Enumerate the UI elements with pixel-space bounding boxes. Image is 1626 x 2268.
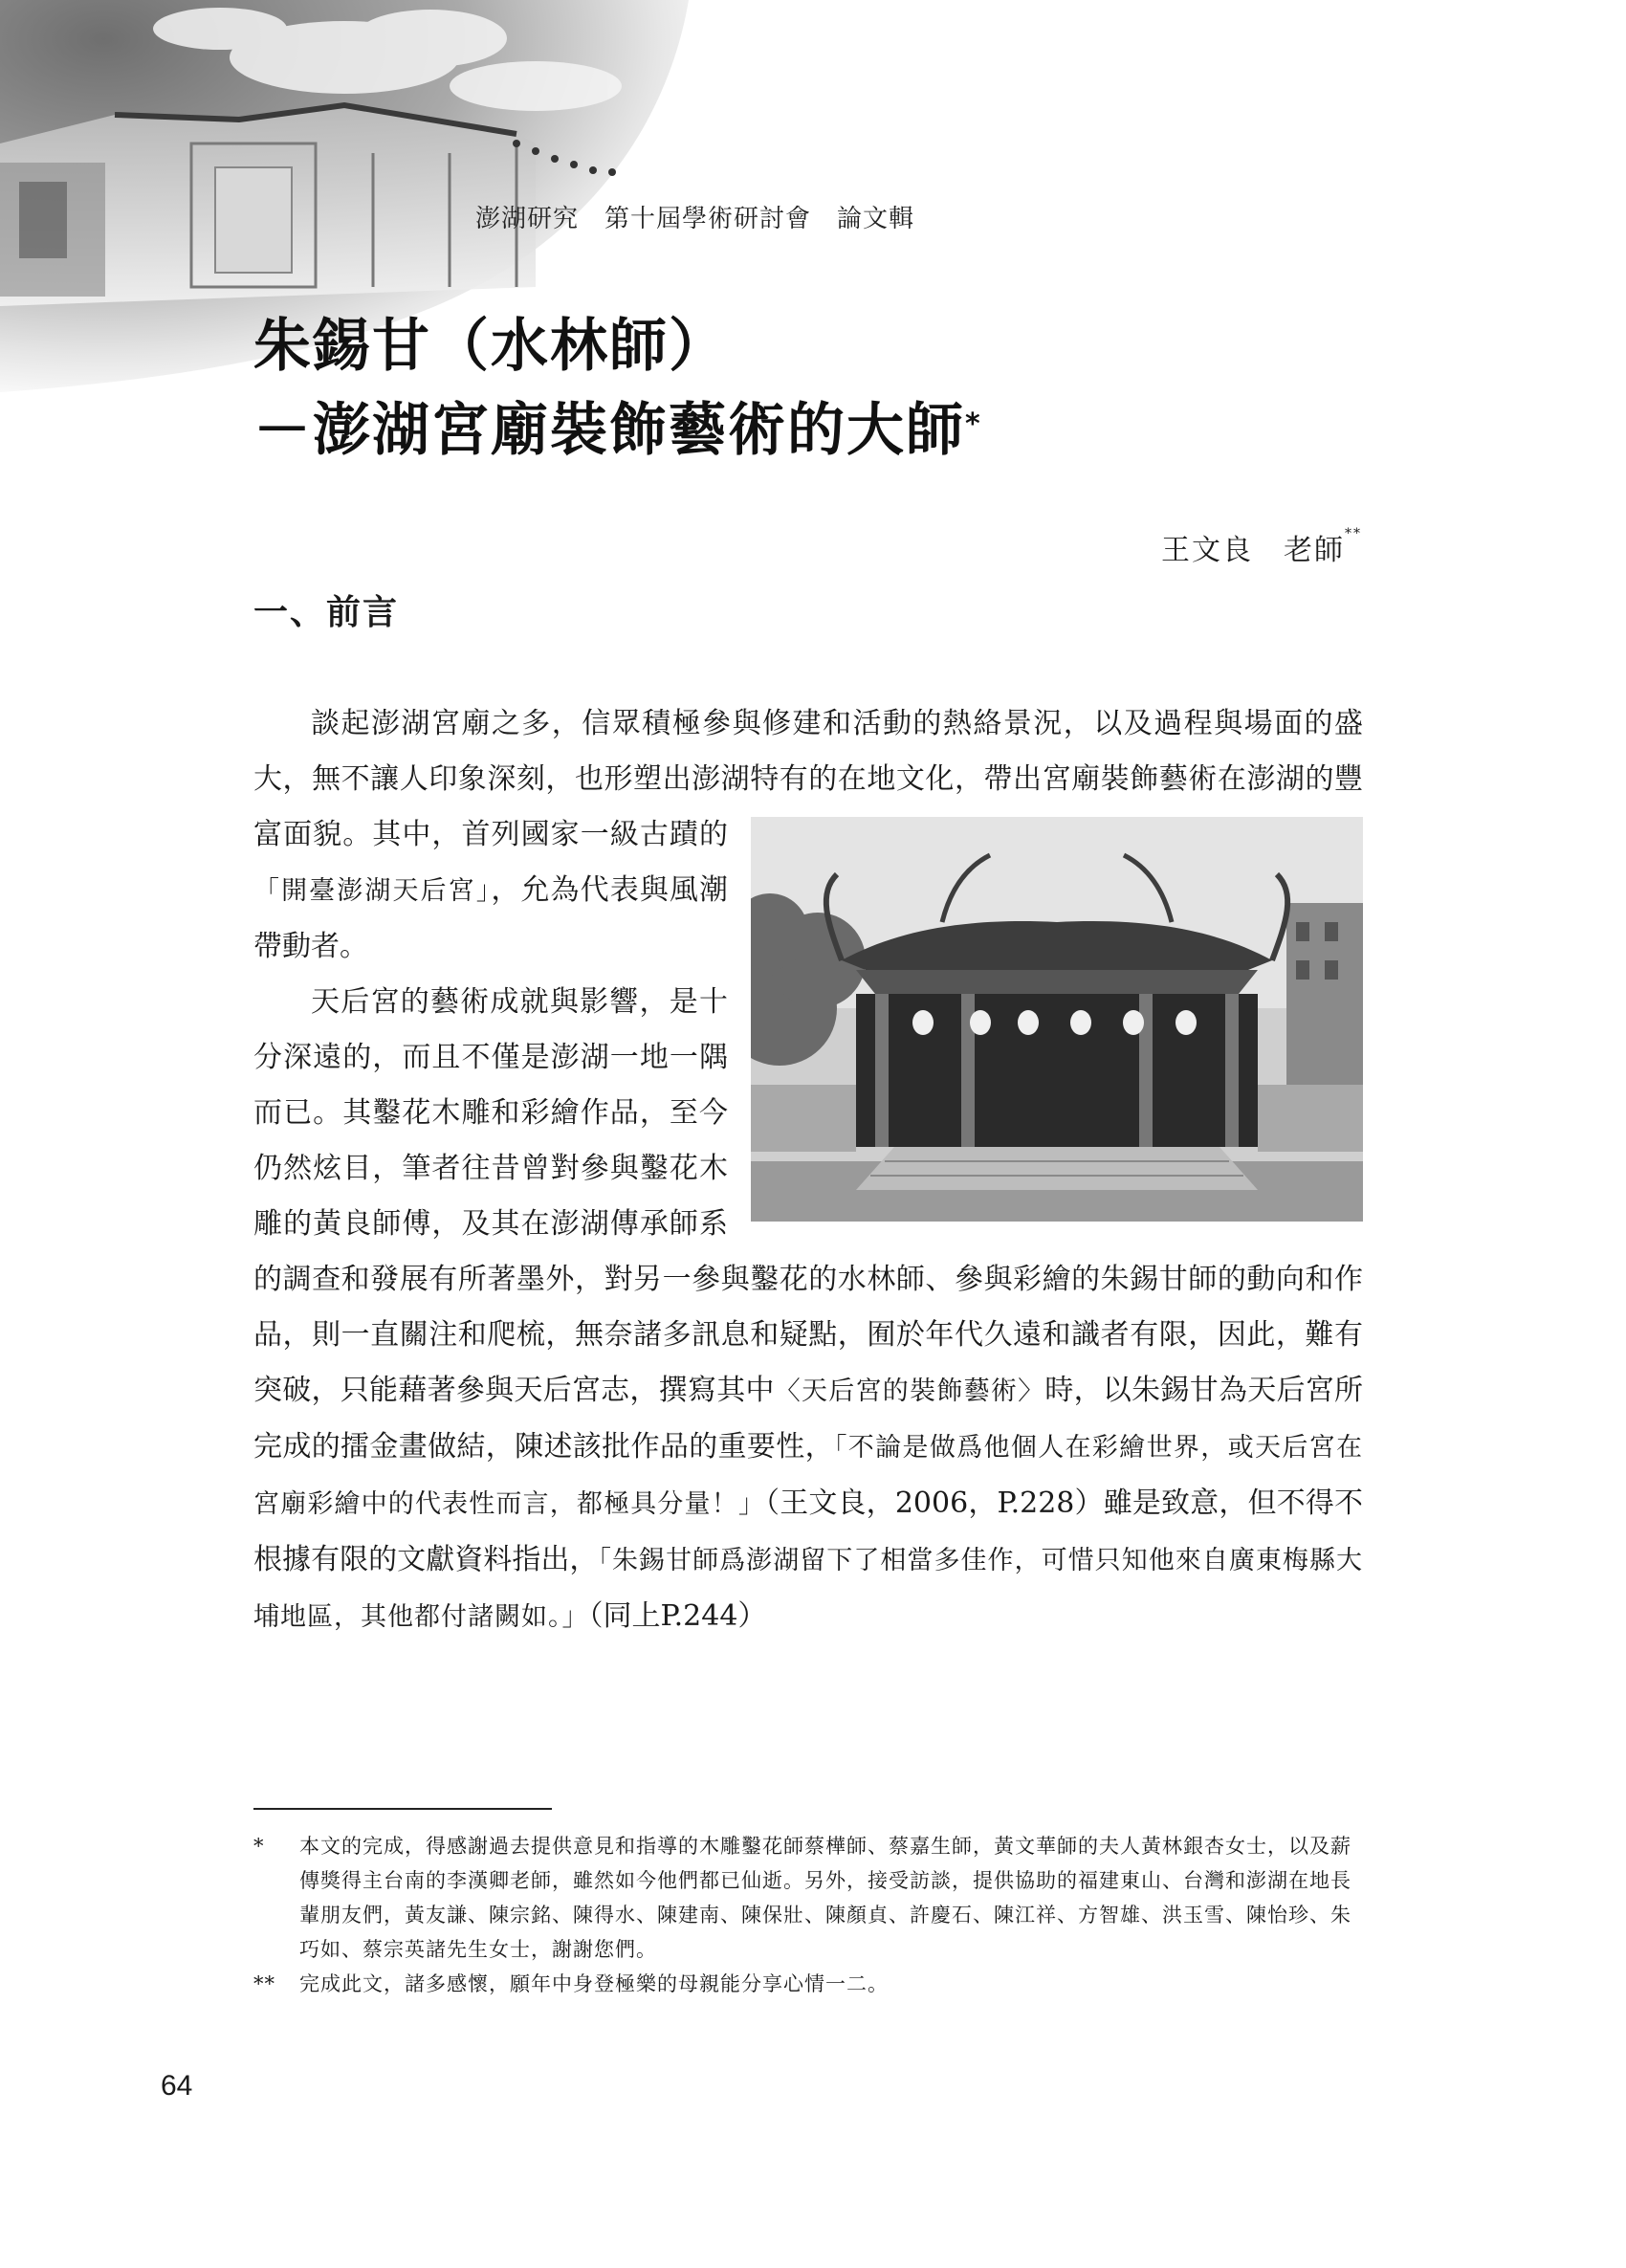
paragraph-1 [253,696,1363,975]
running-head: 澎湖研究 第十屆學術研討會 論文輯 [475,205,915,233]
paragraph-1-end: ，允為代表與風潮帶動者。 [253,873,728,963]
paragraph-2-quote-2: 「不論是做爲他個人在彩繪世界，或天后宮在宮廟彩繪中的代表性而言，都極具分量！」 [253,1433,1364,1519]
paragraph-2-text-a: 天后宮的藝術成就與影響，是十分深遠的，而且不僅是澎湖一地一隅而已。其鑿花木雕和彩繪作品，至今仍然炫目，筆者往昔曾對參與鑿花木雕的黃良師傅，及其在澎湖傳承師系的調查和發展有所著墨外，對另一參與鑿花的水林師、參與彩繪的朱錫甘師的動向和作品，則一直關注和爬梳，無奈諸多訊息和疑點，囿於年代久遠和識者有限，因此，難有突破，只能藉著參與天后宮志，撰寫其中 [253,985,1363,1407]
paragraph-2-text-d: （同上P.244） [588,1599,767,1633]
building-outline [0,105,536,306]
footnote-2-text: 完成此文，諸多感懷，願年中身登極樂的母親能分享心情一二。 [299,1972,889,1995]
paragraph-2-text-c: （王文良，2006，P.228）雖是致意，但不得不根據有限的文獻資料指出， [253,1486,1363,1576]
footnote-2-mark: ** [253,1972,275,1995]
title-line-1: 朱錫甘（水林師） [253,313,728,380]
temple-photo [751,817,1363,1222]
author-name: 王文良 老師 [1161,534,1345,567]
article-title [253,304,982,473]
author-footnote-mark: ** [1345,526,1362,541]
footnote-1-text: 本文的完成，得感謝過去提供意見和指導的木雕鑿花師蔡樺師、蔡嘉生師，黃文華師的夫人黃林銀杏女士，以及薪傳獎得主台南的李漢卿老師，雖然如今他們都已仙逝。另外，接受訪談，提供協助的福建東山、台灣和澎湖在地長輩朋友們，黃友謙、陳宗銘、陳得水、陳建南、陳保壯、陳顏貞、許慶石、陳江祥、方智雄、洪玉雪、陳怡珍、朱巧如、蔡宗英諸先生女士，謝謝您們。 [299,1835,1351,1961]
body-text [253,696,1363,1645]
page-number: 64 [161,2070,193,2102]
author-byline [1161,526,1362,568]
paragraph-2-quote-3: 「朱錫甘師爲澎湖留下了相當多佳作，可惜只知他來自廣東梅縣大埔地區，其他都付諸闕如。」 [253,1546,1364,1632]
footnote-1-mark: * [253,1835,265,1858]
footnote-divider [253,1808,552,1810]
footnote-1 [253,1829,1363,1967]
title-line-2: －澎湖宮廟裝飾藝術的大師 [253,397,965,464]
footnote-2 [253,1967,1363,2001]
footnotes [253,1829,1363,2001]
title-footnote-mark: * [965,407,982,441]
section-heading: 一、前言 [253,593,400,632]
paragraph-2-quote-1: 〈天后宮的裝飾藝術〉 [774,1376,1045,1406]
paragraph-1-quote: 「開臺澎湖天后宮」 [253,876,492,906]
paragraph-1-text: 談起澎湖宮廟之多，信眾積極參與修建和活動的熱絡景況，以及過程與場面的盛大，無不讓人印象深刻，也形塑出澎湖特有的在地文化，帶出宮廟裝飾藝術在澎湖的豐富面貌。其中，首列國家一級古蹟的 [253,707,1363,851]
paragraph-2-text-b: 時，以朱錫甘為天后宮所完成的擂金畫做結，陳述該批作品的重要性， [253,1374,1364,1464]
